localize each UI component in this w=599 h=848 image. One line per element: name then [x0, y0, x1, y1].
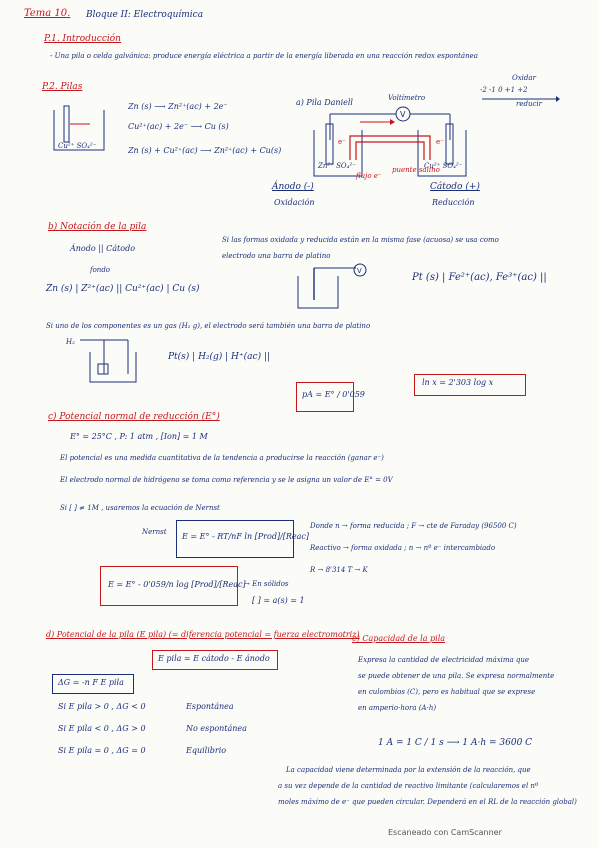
- ln-formula: ln x = 2'303 log x: [422, 378, 494, 387]
- e-text-3: en culombios (C), pero es habitual que se exprese: [358, 688, 536, 696]
- reaction-1: Zn (s) ⟶ Zn²⁺(ac) + 2e⁻: [128, 102, 228, 111]
- c-p1: El potencial es una medida cuantitativa de la tendencia a producirse la reacción (ganar e⁻): [60, 454, 384, 462]
- cuso4-label: Cu²⁺ SO₄²⁻: [424, 162, 463, 170]
- puente-label: puente salino: [392, 166, 440, 174]
- cell-notation: Zn (s) | Z²⁺(ac) || Cu²⁺(ac) | Cu (s): [46, 284, 200, 294]
- nernst-intro: Si [ ] ≠ 1M , usaremos la ecuación de Nernst: [60, 504, 220, 512]
- oxidacion-label: Oxidación: [274, 198, 315, 207]
- d-row3-result: Equilibrio: [186, 746, 227, 755]
- nernst-equation: E = E° - RT/nF ln [Prod]/[Reac]: [182, 532, 310, 541]
- reaction-2: Cu²⁺(ac) + 2e⁻ ⟶ Cu (s): [128, 122, 229, 131]
- note-2: electrodo una barra de platino: [222, 252, 331, 260]
- c-heading: c) Potencial normal de reducción (E°): [48, 412, 220, 422]
- nernst-tag: Nernst: [142, 528, 167, 536]
- fondo-label: fondo: [90, 266, 111, 274]
- beaker-label: Cu²⁺ SO₄²⁻: [58, 142, 97, 150]
- catodo-label: Cátodo (+): [430, 182, 480, 192]
- dg-equation: ΔG = -n F E pila: [58, 678, 124, 687]
- d-row1-cond: Si E pila > 0 , ΔG < 0: [58, 702, 146, 711]
- def-1: Donde n → forma reducida ; F → cte de Faraday (96500 C): [310, 522, 517, 530]
- epila-equation: E pila = E cátodo - E ánodo: [158, 654, 270, 663]
- gas-note: Si uno de los componentes es un gas (H₂ g), el electrodo será también una barra de platino: [46, 322, 371, 330]
- bloque-title: Bloque II: Electroquímica: [86, 10, 204, 20]
- oxid-arrow: [480, 96, 560, 102]
- h2-label: H₂: [66, 338, 75, 346]
- anodo-label: Ánodo (-): [272, 182, 314, 192]
- svg-text:V: V: [400, 110, 406, 119]
- svg-text:V: V: [357, 267, 362, 275]
- tema-label: Tema 10.: [24, 8, 71, 19]
- anodo-catodo: Ánodo || Cátodo: [70, 244, 136, 253]
- c-conds: E° = 25°C , P: 1 atm , [Ion] = 1 M: [70, 432, 208, 441]
- d-row2-cond: Si E pila < 0 , ΔG > 0: [58, 724, 146, 733]
- ph-formula: pA = E° / 0'059: [302, 390, 365, 399]
- solidos-1: → En sólidos: [244, 580, 289, 588]
- e-bottom-3: moles máximo de e⁻ que pueden circular. Dependerá en el RL de la reacción global): [278, 798, 577, 806]
- flujo-label: flujo e⁻: [356, 172, 382, 180]
- pt-notation: Pt (s) | Fe²⁺(ac), Fe³⁺(ac) ||: [412, 272, 547, 283]
- svg-text:e⁻: e⁻: [338, 138, 346, 146]
- svg-text:e⁻: e⁻: [436, 138, 444, 146]
- p1-text: - Una pila o celda galvánica: produce energía eléctrica a partir de la energía liberada en una reacción redox espontánea: [50, 52, 478, 60]
- d-heading: d) Potencial de la pila (E pila) (= diferencia potencial = fuerza electromotriz): [46, 630, 360, 639]
- e-bottom-1: La capacidad viene determinada por la extensión de la reacción, que: [286, 766, 531, 774]
- voltmeter-label: Voltímetro: [388, 94, 426, 102]
- nernst-log-equation: E = E° - 0'059/n log [Prod]/[Reac]: [108, 580, 246, 589]
- h-notation: Pt(s) | H₂(g) | H⁺(ac) ||: [168, 352, 271, 362]
- p1-heading: P.1. Introducción: [44, 34, 121, 44]
- e-text-4: en amperio·hora (A·h): [358, 704, 437, 712]
- daniell-diagram: [300, 100, 480, 190]
- p2-heading: P.2. Pilas: [42, 82, 83, 92]
- reaction-3: Zn (s) + Cu²⁺(ac) ⟶ Zn²⁺(ac) + Cu(s): [128, 146, 282, 155]
- d-row1-result: Espontánea: [186, 702, 234, 711]
- oxid-top: Oxidar: [512, 74, 536, 82]
- solidos-2: [ ] = a(s) = 1: [252, 596, 305, 605]
- daniell-label: a) Pila Daniell: [296, 98, 353, 107]
- e-heading: e) Capacidad de la pila: [352, 634, 446, 643]
- note-1: Si las formas oxidada y reducida están en la misma fase (acuosa) se usa como: [222, 236, 499, 244]
- h2-electrode-sketch: [76, 334, 146, 386]
- d-row3-cond: Si E pila = 0 , ΔG = 0: [58, 746, 146, 755]
- capacity-formula: 1 A = 1 C / 1 s ⟶ 1 A·h = 3600 C: [378, 738, 533, 748]
- e-bottom-2: a su vez depende de la cantidad de reactivo limitante (calcularemos el nº: [278, 782, 539, 790]
- pt-electrode-sketch: [290, 262, 370, 312]
- e-text-2: se puede obtener de una pila. Se expresa normalmente: [358, 672, 555, 680]
- oxid-bottom: reducir: [516, 100, 542, 108]
- d-row2-result: No espontánea: [186, 724, 247, 733]
- oxid-nums: -2 -1 0 +1 +2: [480, 86, 528, 94]
- e-text-1: Expresa la cantidad de electricidad máxima que: [358, 656, 530, 664]
- reduccion-label: Reducción: [432, 198, 475, 207]
- c-p2: El electrodo normal de hidrógeno se toma como referencia y se le asigna un valor de E° = 0V: [60, 476, 393, 484]
- def-2: Reactivo → forma oxidada ; n → nº e⁻ intercambiado: [310, 544, 496, 552]
- scanner-watermark: Escaneado con CamScanner: [388, 828, 502, 837]
- znso4-label: Zn²⁺ SO₄²⁻: [318, 162, 356, 170]
- b-heading: b) Notación de la pila: [48, 222, 147, 232]
- def-3: R → 8'314 T → K: [310, 566, 368, 574]
